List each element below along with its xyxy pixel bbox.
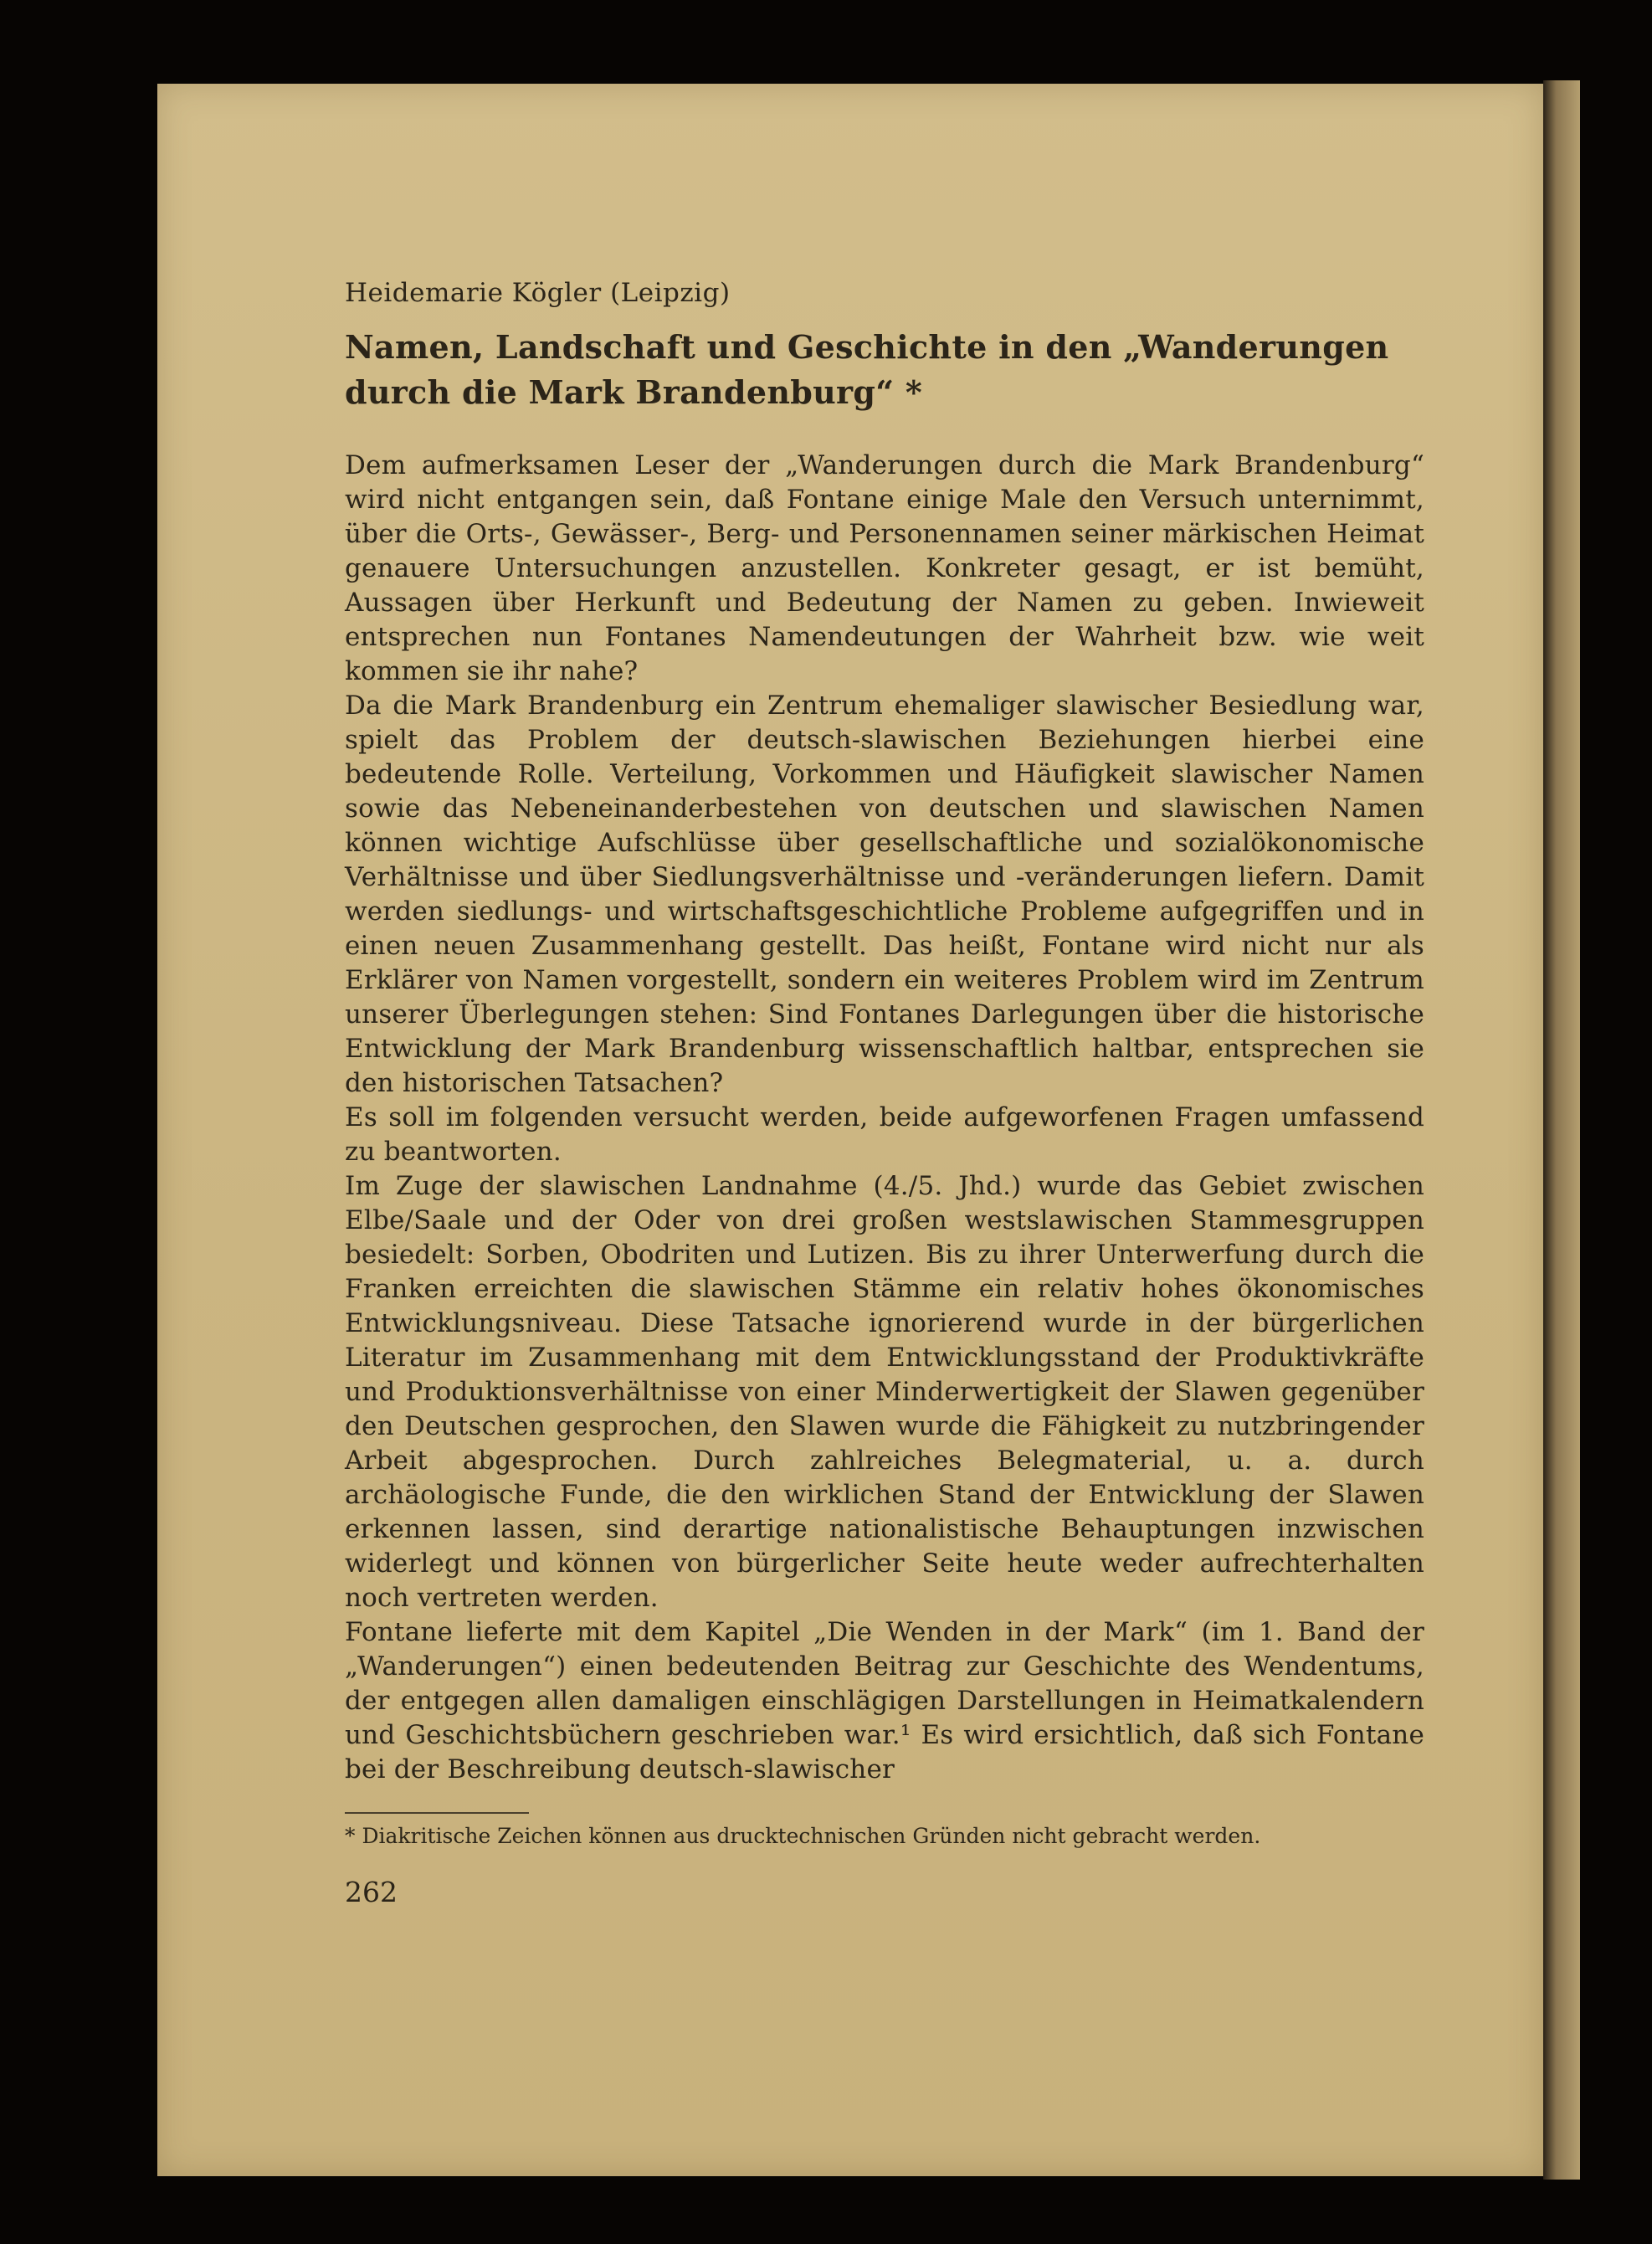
- paragraph-1: Dem aufmerksamen Leser der „Wanderungen durch die Mark Brandenburg“ wird nicht entgangen sein, daß Fontane einige Male den Versuch unternimmt, über die Orts-, Gewässer-, Berg- und Personennamen seiner märkischen Heimat genauere Untersuchungen anzustellen. Konkreter gesagt, er ist bemüht, Aussagen über Herkunft und Bedeutung der Namen zu geben. Inwieweit entsprechen nun Fontanes Namendeutungen der Wahrheit bzw. wie weit kommen sie ihr nahe?: [345, 450, 1424, 686]
- author-line: Heidemarie Kögler (Leipzig): [345, 278, 731, 308]
- article-body: [345, 449, 1424, 1787]
- page-content: [345, 276, 1424, 1911]
- article-title: Namen, Landschaft und Geschichte in den „Wanderungen durch die Mark Brandenburg“ *: [345, 328, 1389, 411]
- page-number: 262: [345, 1876, 398, 1908]
- paragraph-2: Da die Mark Brandenburg ein Zentrum ehemaliger slawischer Besiedlung war, spielt das Problem der deutsch-slawischen Beziehungen hierbei eine bedeutende Rolle. Verteilung, Vorkommen und Häufigkeit slawischer Namen sowie das Nebeneinanderbestehen von deutschen und slawischen Namen können wichtige Aufschlüsse über gesellschaftliche und sozialökonomische Verhältnisse und über Siedlungsverhältnisse und -veränderungen liefern. Damit werden siedlungs- und wirtschaftsgeschichtliche Probleme aufgegriffen und in einen neuen Zusammenhang gestellt. Das heißt, Fontane wird nicht nur als Erklärer von Namen vorgestellt, sondern ein weiteres Problem wird im Zentrum unserer Überlegungen stehen: Sind Fontanes Darlegungen über die historische Entwicklung der Mark Brandenburg wissenschaftlich haltbar, entsprechen sie den historischen Tatsachen?: [345, 691, 1424, 1098]
- adjacent-page-edge: [1543, 80, 1580, 2180]
- footnote-divider: [345, 1812, 529, 1814]
- paragraph-4: Im Zuge der slawischen Landnahme (4./5. Jhd.) wurde das Gebiet zwischen Elbe/Saale und der Oder von drei großen westslawischen Stammesgruppen besiedelt: Sorben, Obodriten und Lutizen. Bis zu ihrer Unterwerfung durch die Franken erreichten die slawischen Stämme ein relativ hohes ökonomisches Entwicklungsniveau. Diese Tatsache ignorierend wurde in der bürgerlichen Literatur im Zusammenhang mit dem Entwicklungsstand der Produktivkräfte und Produktionsverhältnisse von einer Minderwertigkeit der Slawen gegenüber den Deutschen gesprochen, den Slawen wurde die Fähigkeit zu nutzbringender Arbeit abgesprochen. Durch zahlreiches Belegmaterial, u. a. durch archäologische Funde, die den wirklichen Stand der Entwicklung der Slawen erkennen lassen, sind derartige nationalistische Behauptungen inzwischen widerlegt und können von bürgerlicher Seite heute weder aufrechterhalten noch vertreten werden.: [345, 1171, 1424, 1613]
- footnote: * Diakritische Zeichen können aus drucktechnischen Gründen nicht gebracht werden.: [345, 1824, 1261, 1848]
- paragraph-3: Es soll im folgenden versucht werden, beide aufgeworfenen Fragen umfassend zu beantworten.: [345, 1102, 1424, 1167]
- paragraph-5: Fontane lieferte mit dem Kapitel „Die Wenden in der Mark“ (im 1. Band der „Wanderungen“) einen bedeutenden Beitrag zur Geschichte des Wendentums, der entgegen allen damaligen einschlägigen Darstellungen in Heimatkalendern und Geschichtsbüchern geschrieben war.¹ Es wird ersichtlich, daß sich Fontane bei der Beschreibung deutsch-slawischer: [345, 1617, 1424, 1784]
